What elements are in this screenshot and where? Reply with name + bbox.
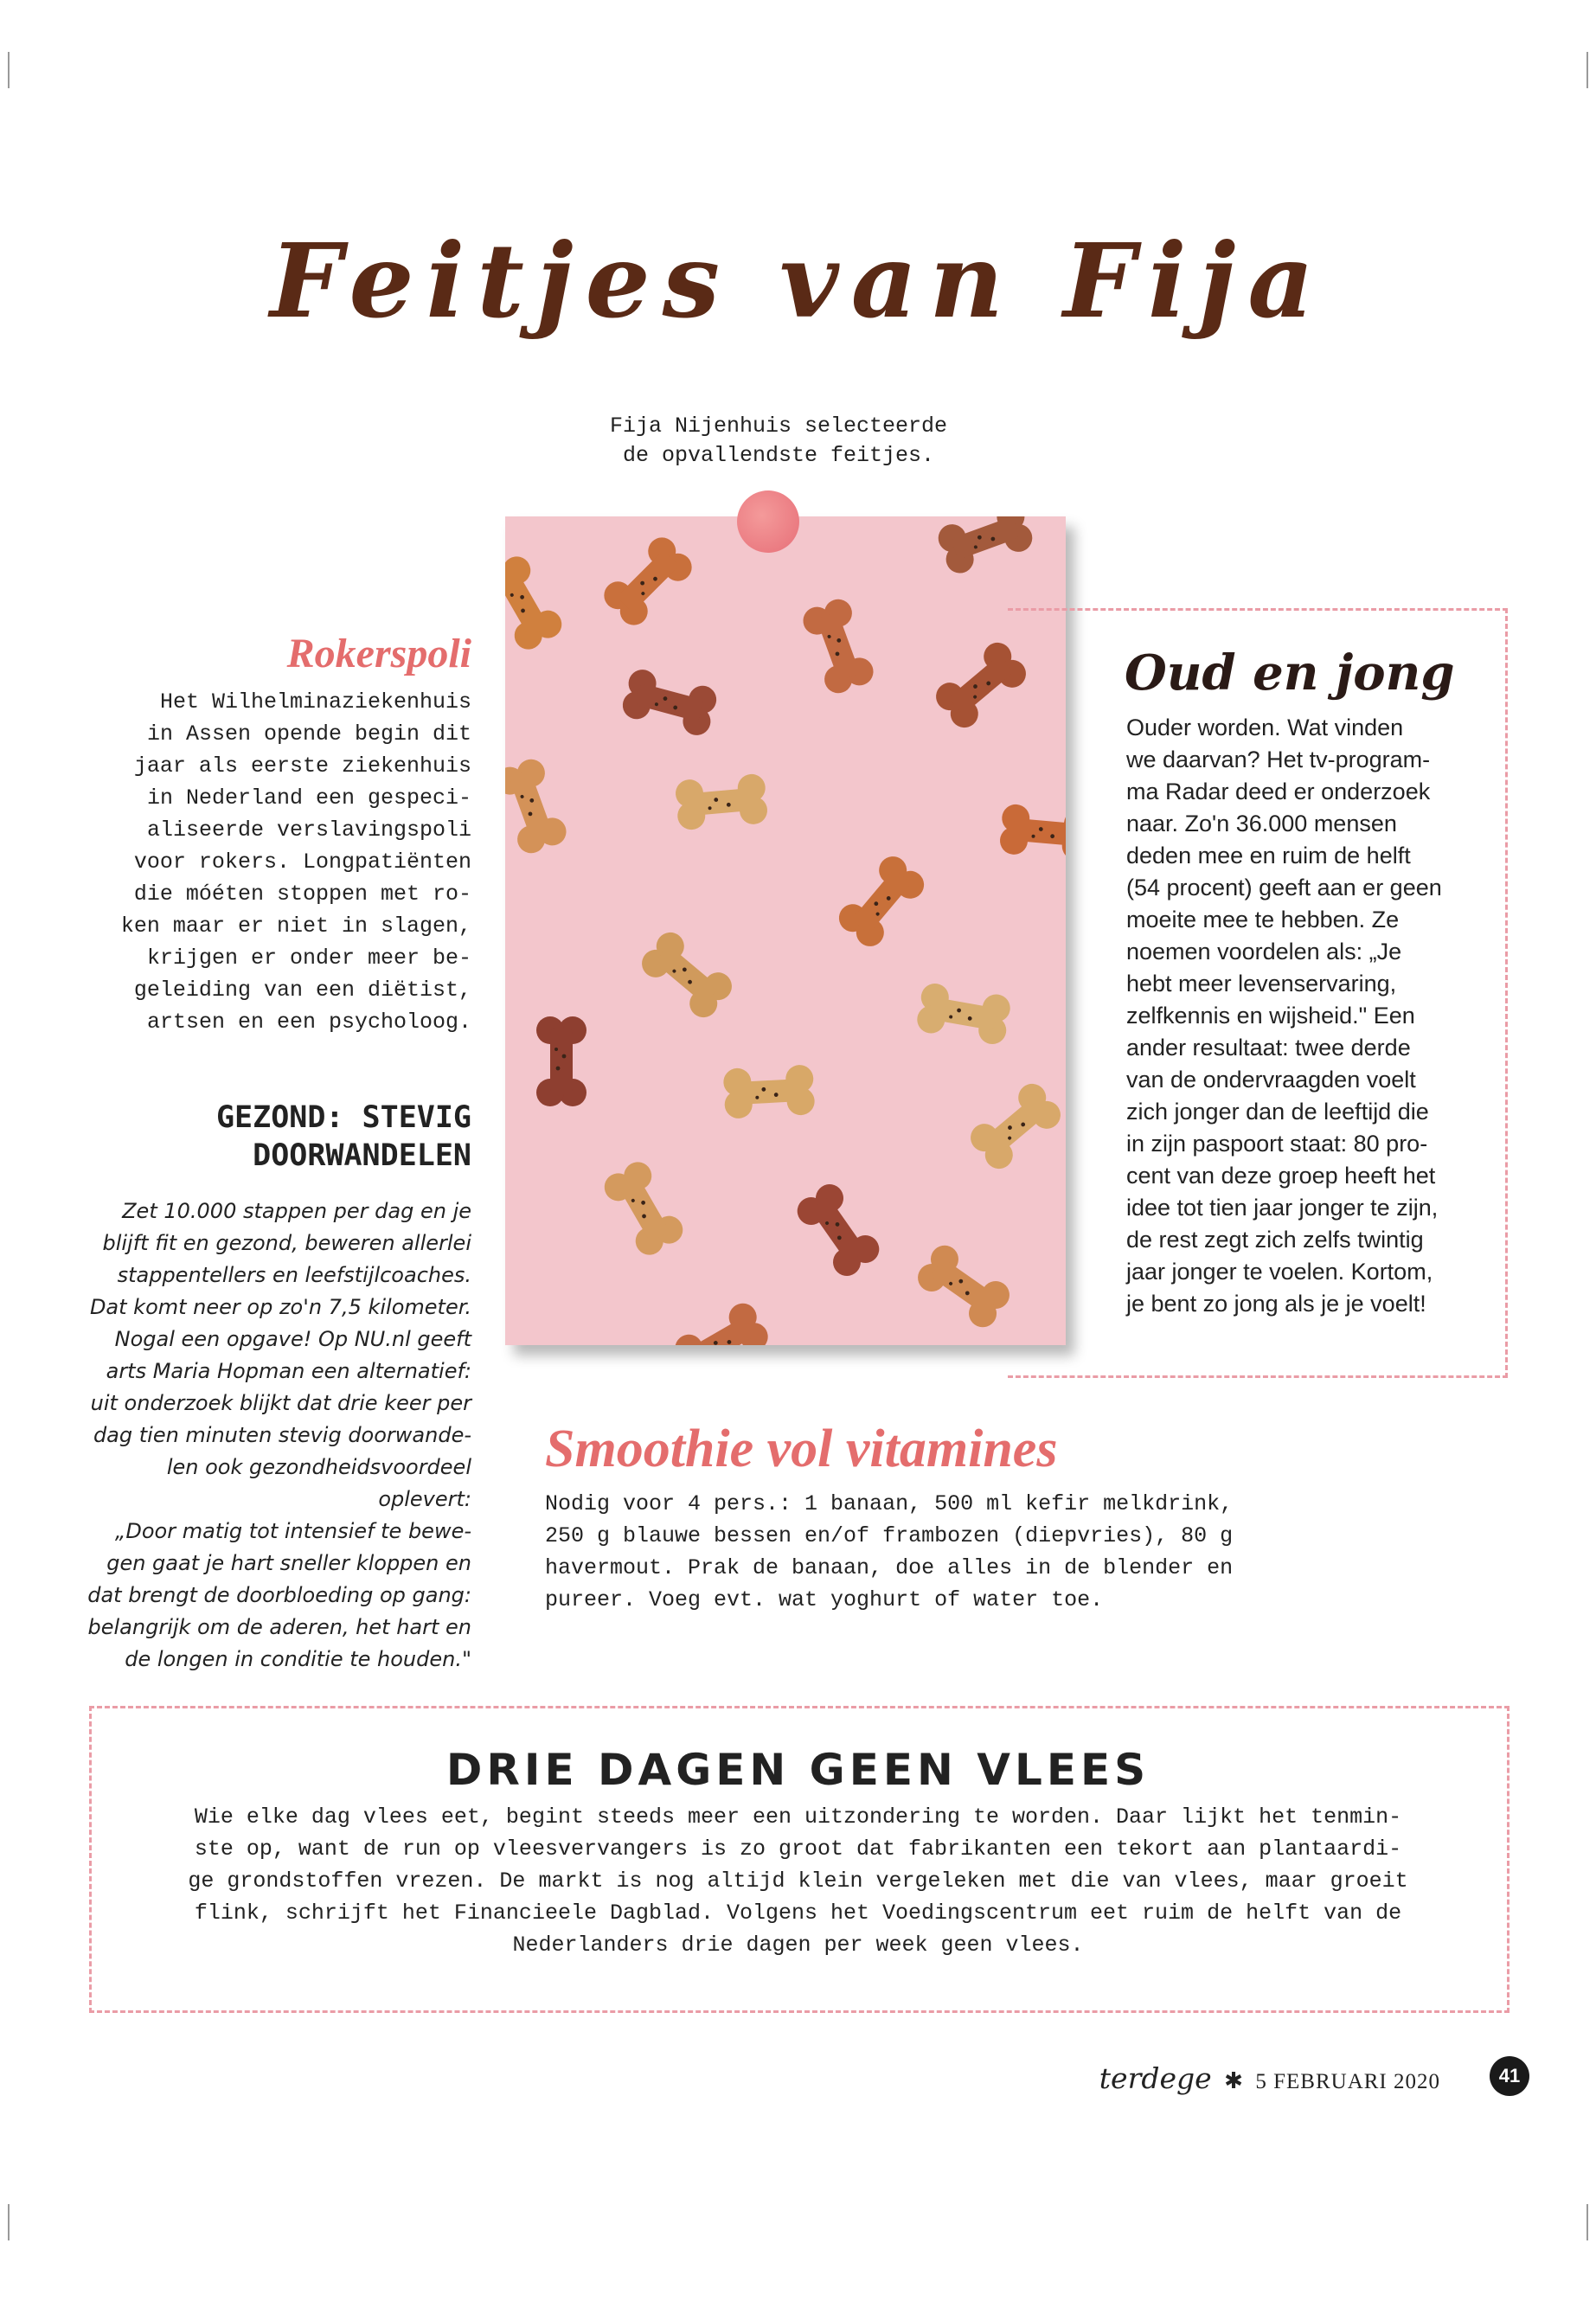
text-line: Nodig voor 4 pers.: 1 banaan, 500 ml kefir melkdrink, — [545, 1491, 1234, 1516]
crop-mark — [8, 2204, 10, 2240]
dog-bone-biscuit — [934, 516, 1036, 577]
text-line: je bent zo jong als je je voelt! — [1126, 1291, 1426, 1317]
issue-date: 5 FEBRUARI 2020 — [1255, 2070, 1440, 2093]
text-line: 250 g blauwe bessen en/of frambozen (diepvries), 80 g — [545, 1523, 1234, 1548]
text-line: len ook gezondheidsvoordeel oplevert: — [166, 1455, 471, 1511]
text-line: aliseerde verslavingspoli — [146, 817, 471, 843]
crop-mark — [1586, 2204, 1588, 2240]
text-line: ste op, want de run op vleesvervangers is zo groot dat fabrikanten een tekort aan plantaardi- — [194, 1836, 1402, 1862]
dog-bone-biscuit — [723, 1064, 816, 1118]
drie-dagen-title: DRIE DAGEN GEEN VLEES — [445, 1745, 1151, 1795]
text-line: die móéten stoppen met ro- — [133, 881, 471, 907]
text-line: belangrijk om de aderen, het hart en — [87, 1615, 471, 1639]
intro-line: Fija Nijenhuis selecteerde — [609, 413, 948, 439]
text-line: zich jonger dan de leeftijd die — [1126, 1099, 1429, 1125]
text-line: in Nederland een gespeci- — [146, 785, 471, 811]
page-number: 41 — [1490, 2056, 1529, 2096]
text-line: havermout. Prak de banaan, doe alles in de blender en — [545, 1555, 1234, 1580]
text-line: moeite mee te hebben. Ze — [1126, 907, 1400, 933]
text-line: in Assen opende begin dit — [146, 721, 471, 747]
text-line: dag tien minuten stevig doorwande- — [93, 1423, 471, 1447]
text-line: krijgen er onder meer be- — [146, 945, 471, 971]
dog-bone-biscuit — [536, 1016, 586, 1106]
text-line: „Door matig tot intensief te bewe- — [114, 1519, 471, 1543]
dog-bone-biscuit — [915, 981, 1012, 1046]
gezond-title-line: GEZOND: STEVIG — [215, 1100, 471, 1135]
text-line: gen gaat je hart sneller kloppen en — [106, 1551, 471, 1575]
dog-bone-biscuit — [637, 926, 738, 1022]
text-line: ge grondstoffen vrezen. De markt is nog altijd klein vergeleken met die van vlees, maar groeit — [188, 1868, 1408, 1894]
smoothie-recipe — [545, 1488, 1306, 1616]
gezond-title-line: DOORWANDELEN — [253, 1138, 471, 1173]
rokerspoli-text — [78, 686, 471, 1038]
text-line: blijft fit en gezond, beweren allerlei — [102, 1231, 471, 1255]
text-line: Nogal een opgave! Op NU.nl geeft — [114, 1327, 471, 1351]
text-line: Nederlanders drie dagen per week geen vlees. — [512, 1932, 1084, 1958]
text-line: idee tot tien jaar jonger te zijn, — [1126, 1195, 1439, 1221]
oud-en-jong-text — [1126, 712, 1498, 1320]
asterisk-icon: ✱ — [1224, 2068, 1243, 2094]
dog-bone-biscuit — [799, 595, 877, 697]
text-line: in zijn paspoort staat: 80 pro- — [1126, 1131, 1428, 1157]
text-line: arts Maria Hopman een alternatief: — [106, 1359, 471, 1383]
crop-mark — [8, 52, 10, 88]
text-line: geleiding van een diëtist, — [133, 977, 471, 1003]
text-line: deden mee en ruim de helft — [1126, 843, 1411, 868]
intro-line: de opvallendste feitjes. — [622, 443, 935, 468]
intro-text — [536, 412, 1021, 471]
gezond-title — [130, 1099, 471, 1175]
gezond-text — [82, 1195, 471, 1676]
text-line: Wie elke dag vlees eet, begint steeds meer een uitzondering te worden. Daar lijkt het tenmin- — [194, 1804, 1402, 1830]
text-line: voor rokers. Longpatiënten — [133, 849, 471, 875]
text-line: (54 procent) geeft aan er geen — [1126, 875, 1442, 901]
text-line: Het Wilhelminaziekenhuis — [159, 689, 471, 715]
text-line: de longen in conditie te houden." — [125, 1647, 471, 1671]
dog-bone-biscuit — [599, 1157, 688, 1259]
drie-dagen-text — [156, 1801, 1440, 1961]
text-line: de rest zegt zich zelfs twintig — [1126, 1227, 1424, 1253]
dog-bone-biscuit — [505, 755, 570, 857]
text-line: jaar jonger te voelen. Kortom, — [1126, 1259, 1433, 1285]
text-line: flink, schrijft het Financieele Dagblad. Volgens het Voedingscentrum eet ruim de helft van de — [194, 1900, 1402, 1926]
dog-bone-biscuit — [675, 773, 769, 831]
page-footer — [1099, 2061, 1440, 2095]
dog-bone-biscuit — [619, 667, 719, 739]
dog-bone-biscuit — [833, 851, 929, 952]
text-line: ken maar er niet in slagen, — [120, 913, 471, 939]
text-line: dat brengt de doorbloeding op gang: — [87, 1583, 471, 1607]
text-line: Ouder worden. Wat vinden — [1126, 715, 1404, 740]
dog-bone-biscuit — [913, 1240, 1015, 1332]
oud-en-jong-title: Oud en jong — [1125, 644, 1455, 702]
dog-biscuits-illustration — [505, 516, 1066, 1345]
text-line: artsen en een psycholoog. — [146, 1009, 471, 1035]
text-line: uit onderzoek blijkt dat drie keer per — [90, 1391, 471, 1415]
rokerspoli-title: Rokerspoli — [286, 631, 471, 676]
magazine-brand: terdege — [1099, 2061, 1212, 2095]
text-line: we daarvan? Het tv-program- — [1126, 747, 1431, 772]
text-line: ma Radar deed er onderzoek — [1126, 779, 1431, 804]
text-line: noemen voordelen als: „Je — [1126, 939, 1402, 965]
text-line: naar. Zo'n 36.000 mensen — [1126, 811, 1397, 836]
text-line: ander resultaat: twee derde — [1126, 1035, 1411, 1061]
smoothie-title: Smoothie vol vitamines — [545, 1420, 1058, 1478]
text-line: pureer. Voeg evt. wat yoghurt of water toe. — [545, 1587, 1104, 1612]
crop-mark — [1586, 52, 1588, 88]
pin-dot — [737, 490, 799, 553]
page-title: Feitjes van Fija — [270, 221, 1326, 341]
text-line: zelfkennis en wijsheid." Een — [1126, 1003, 1415, 1029]
text-line: cent van deze groep heeft het — [1126, 1163, 1436, 1189]
text-line: stappentellers en leefstijlcoaches. — [117, 1263, 471, 1287]
text-line: van de ondervraagden voelt — [1126, 1067, 1416, 1093]
text-line: jaar als eerste ziekenhuis — [133, 753, 471, 779]
text-line: Dat komt neer op zo'n 7,5 kilometer. — [89, 1295, 471, 1319]
dog-bone-biscuit — [505, 551, 567, 654]
dog-bone-biscuit — [599, 532, 698, 631]
dog-bone-biscuit — [670, 1298, 772, 1345]
text-line: hebt meer levenservaring, — [1126, 971, 1397, 997]
dog-bone-biscuit — [792, 1179, 884, 1281]
dog-biscuits-photo — [505, 516, 1066, 1345]
text-line: Zet 10.000 stappen per dag en je — [122, 1199, 471, 1223]
